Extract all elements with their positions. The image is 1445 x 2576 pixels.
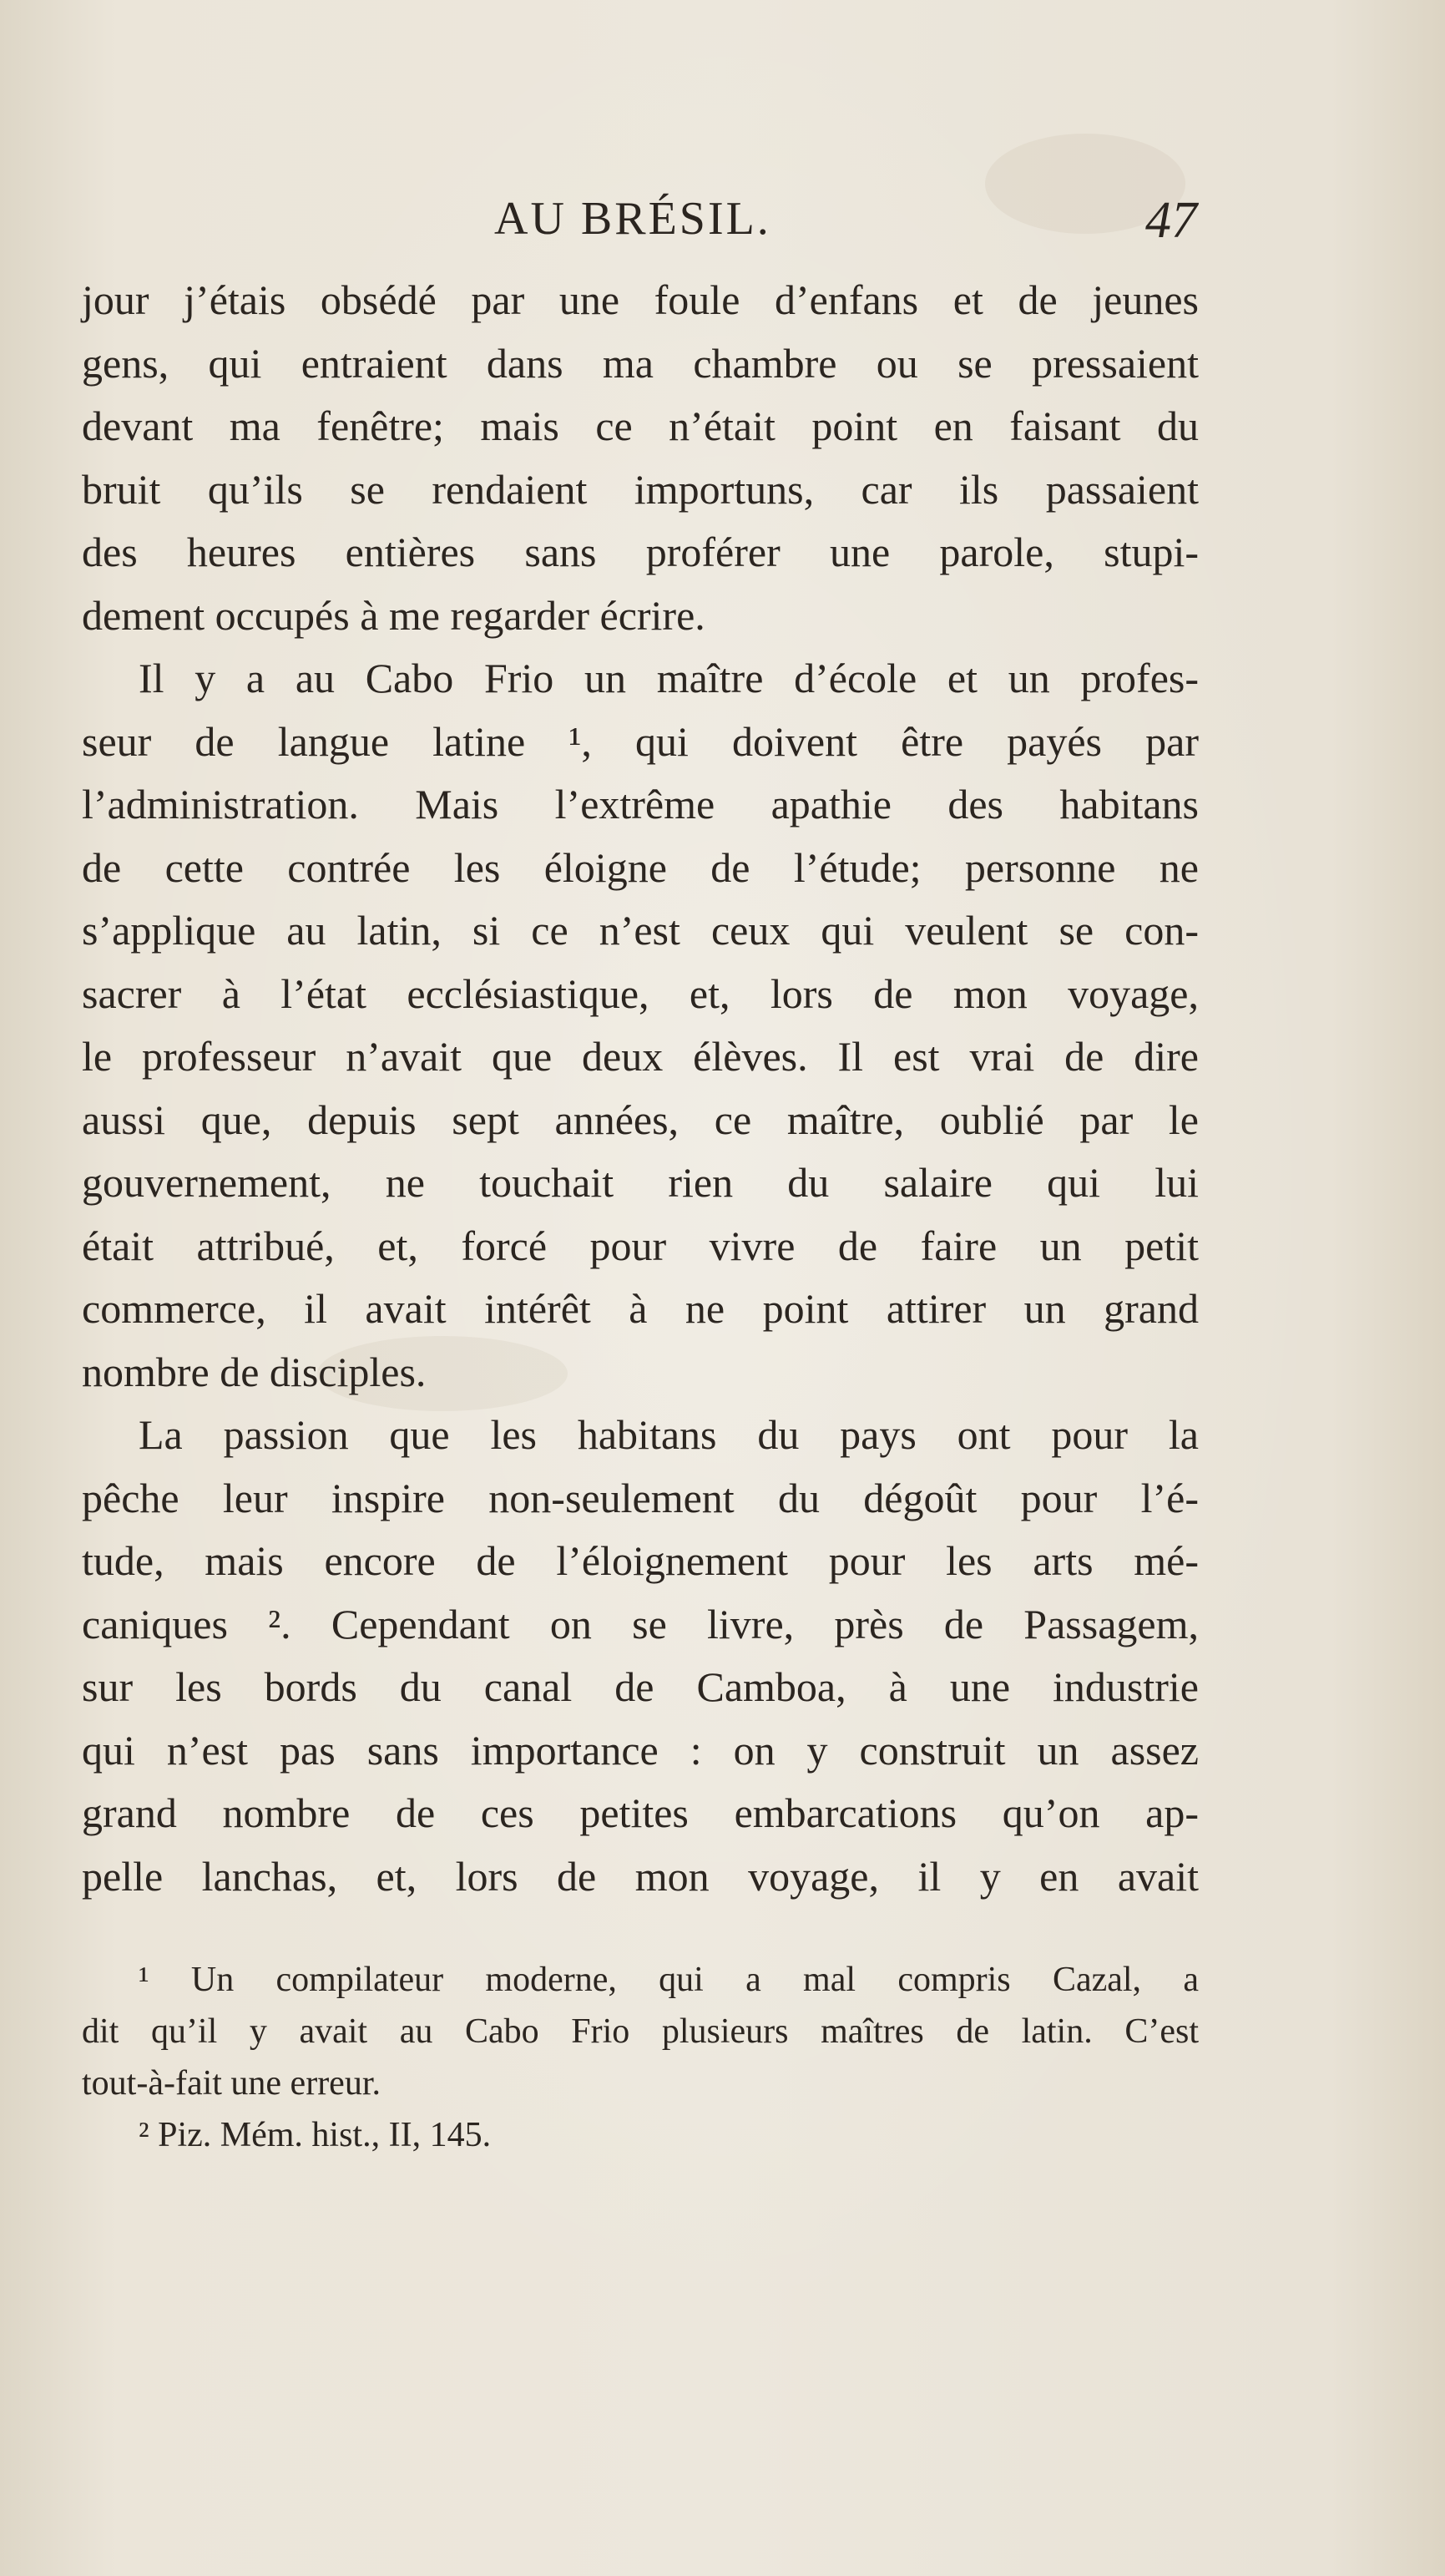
footnote-line: ¹ Un compilateur moderne, qui a mal compris Cazal, a: [139, 1961, 1199, 1999]
text-line: le professeur n’avait que deux élèves. Il est vrai de dire: [82, 1033, 1199, 1080]
footnote-line: ² Piz. Mém. hist., II, 145.: [139, 2116, 492, 2154]
text-line: tude, mais encore de l’éloignement pour les arts mé-: [82, 1537, 1199, 1584]
page-number: 47: [1145, 192, 1197, 249]
text-line: s’applique au latin, si ce n’est ceux qui veulent se con-: [82, 907, 1199, 954]
text-line: caniques ². Cependant on se livre, près de Passagem,: [82, 1600, 1199, 1647]
footnote-line: dit qu’il y avait au Cabo Frio plusieurs maîtres de latin. C’est: [82, 2012, 1199, 2051]
footnotes: [82, 1954, 1199, 2161]
running-head-title: AU BRÉSIL.: [494, 193, 771, 245]
paragraph-start-line: La passion que les habitans du pays ont pour la: [139, 1411, 1199, 1458]
text-line: aussi que, depuis sept années, ce maître, oublié par le: [82, 1096, 1199, 1143]
text-line: devant ma fenêtre; mais ce n’était point en faisant du: [82, 402, 1199, 449]
text-line: gens, qui entraient dans ma chambre ou se pressaient: [82, 339, 1199, 387]
text-line: des heures entières sans proférer une parole, stupi-: [82, 529, 1199, 575]
text-line: était attribué, et, forcé pour vivre de faire un petit: [82, 1222, 1199, 1269]
text-line: qui n’est pas sans importance : on y construit un assez: [82, 1726, 1199, 1774]
body-text: [82, 269, 1199, 1908]
text-line: pêche leur inspire non-seulement du dégoût pour l’é-: [82, 1474, 1199, 1521]
text-line: pelle lanchas, et, lors de mon voyage, il y en avait: [82, 1852, 1199, 1900]
footnote-line: tout-à-fait une erreur.: [82, 2064, 381, 2103]
paragraph-start-line: Il y a au Cabo Frio un maître d’école et un profes-: [139, 655, 1199, 701]
running-head: [0, 185, 1445, 252]
text-line: grand nombre de ces petites embarcations qu’on ap-: [82, 1789, 1199, 1836]
text-line: sacrer à l’état ecclésiastique, et, lors de mon voyage,: [82, 969, 1199, 1017]
text-line: de cette contrée les éloigne de l’étude; personne ne: [82, 843, 1199, 891]
text-line: gouvernement, ne touchait rien du salaire qui lui: [82, 1159, 1199, 1206]
text-line: jour j’étais obsédé par une foule d’enfans et de jeunes: [82, 276, 1199, 323]
text-line: sur les bords du canal de Camboa, à une industrie: [82, 1663, 1199, 1710]
text-line: commerce, il avait intérêt à ne point attirer un grand: [82, 1285, 1199, 1332]
text-line: dement occupés à me regarder écrire.: [82, 591, 705, 639]
text-line: l’administration. Mais l’extrême apathie des habitans: [82, 781, 1199, 827]
text-line: bruit qu’ils se rendaient importuns, car ils passaient: [82, 465, 1199, 513]
text-line: seur de langue latine ¹, qui doivent être payés par: [82, 717, 1199, 765]
text-line: nombre de disciples.: [82, 1348, 427, 1395]
